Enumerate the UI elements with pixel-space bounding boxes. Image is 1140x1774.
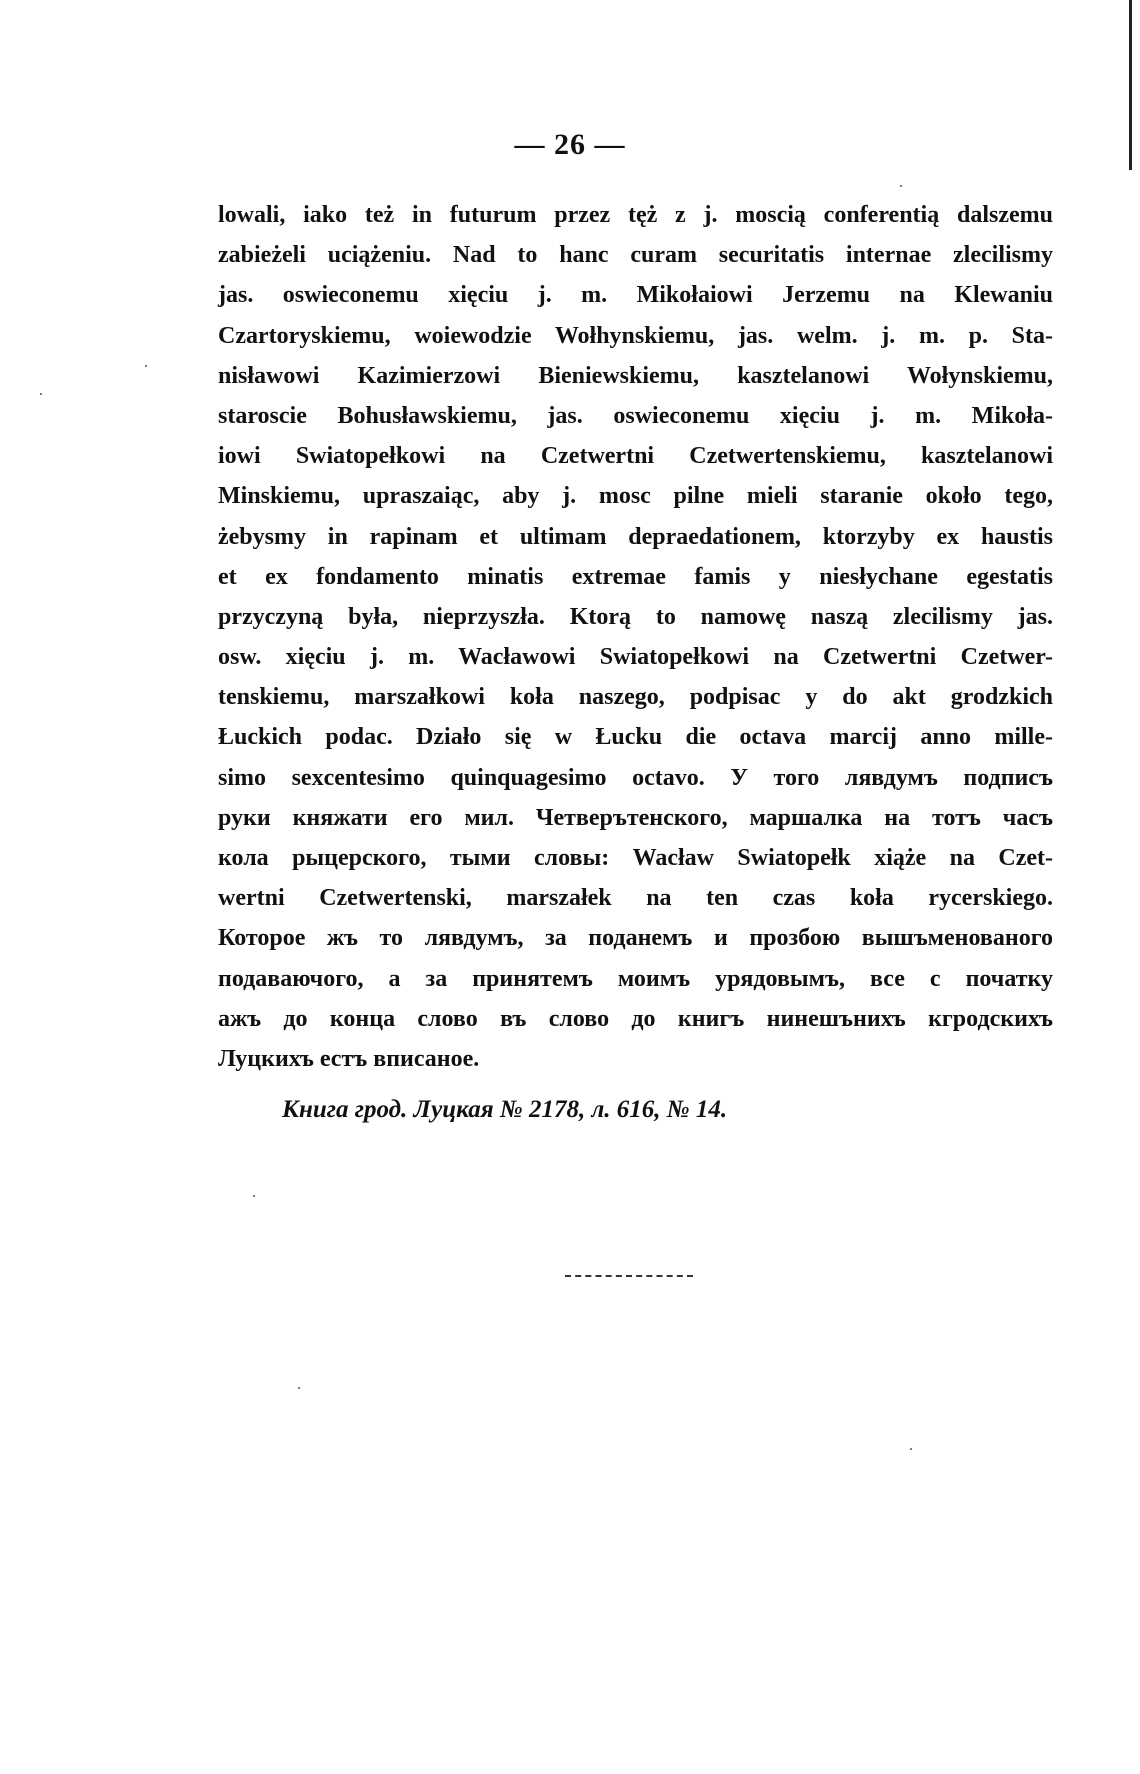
print-speck [40, 393, 42, 395]
text-line: jas. oswieconemu xięciu j. m. Mikołaiowi Jerzemu na Klewaniu [218, 282, 1053, 309]
text-line: simo sexcentesimo quinquagesimo octavo. У того лявдумъ подписъ [218, 764, 1053, 791]
print-speck [298, 1387, 300, 1389]
text-line: et ex fondamento minatis extremae famis y niesłychane egestatis [218, 563, 1053, 590]
text-line: iowi Swiatopełkowi na Czetwertni Czetwertenskiemu, kasztelanowi [218, 443, 1053, 470]
closing-divider [565, 1275, 693, 1277]
print-speck [145, 365, 147, 367]
text-line: Czartoryskiemu, woiewodzie Wołhynskiemu, jas. welm. j. m. p. Sta- [218, 322, 1053, 349]
print-speck [253, 1195, 255, 1197]
archive-citation: Книга грод. Луцкая № 2178, л. 616, № 14. [282, 1096, 728, 1123]
text-line: lowali, iako też in futurum przez tęż z j. moscią conferentią dalszemu [218, 202, 1053, 228]
text-line: żebysmy in rapinam et ultimam depraedationem, ktorzyby ex haustis [218, 523, 1053, 550]
body-text [218, 195, 1053, 1079]
text-line: ажъ до конца слово въ слово до книгъ нинешънихъ кгродскихъ [218, 1005, 1053, 1032]
text-line: руки княжати его мил. Четверътенского, маршалка на тотъ часъ [218, 804, 1053, 831]
text-line: osw. xięciu j. m. Wacławowi Swiatopełkowi na Czetwertni Czetwer- [218, 644, 1053, 671]
print-speck [910, 1448, 912, 1450]
page-number: — 26 — [514, 128, 626, 161]
text-line: wertni Czetwertenski, marszałek na ten czas koła rycerskiego. [218, 885, 1053, 912]
text-line: staroscie Bohusławskiemu, jas. oswieconemu xięciu j. m. Mikoła- [218, 402, 1053, 429]
text-line: przyczyną była, nieprzyszła. Ktorą to namowę naszą zlecilismy jas. [218, 603, 1053, 630]
text-line: Которое жъ то лявдумъ, за поданемъ и прозбою вышъменованого [218, 925, 1053, 952]
text-line: nisławowi Kazimierzowi Bieniewskiemu, kasztelanowi Wołynskiemu, [218, 362, 1053, 389]
print-speck [900, 185, 902, 187]
text-line: кола рыцерского, тыми словы: Wacław Swiatopełk xiąże na Czet- [218, 845, 1053, 871]
text-line: Łuckich podac. Działo się w Łucku die octava marcij anno mille- [218, 724, 1053, 751]
text-line: Minskiemu, upraszaiąc, aby j. mosc pilne mieli staranie około tego, [218, 483, 1053, 510]
text-line: подаваючого, а за принятемъ моимъ урядовымъ, все с початку [218, 965, 1053, 992]
text-line: zabieżeli uciążeniu. Nad to hanc curam securitatis internae zlecilismy [218, 242, 1053, 269]
text-line: tenskiemu, marszałkowi koła naszego, podpisac y do akt grodzkich [218, 684, 1053, 711]
text-line: Луцкихъ естъ вписаное. [218, 1045, 480, 1072]
